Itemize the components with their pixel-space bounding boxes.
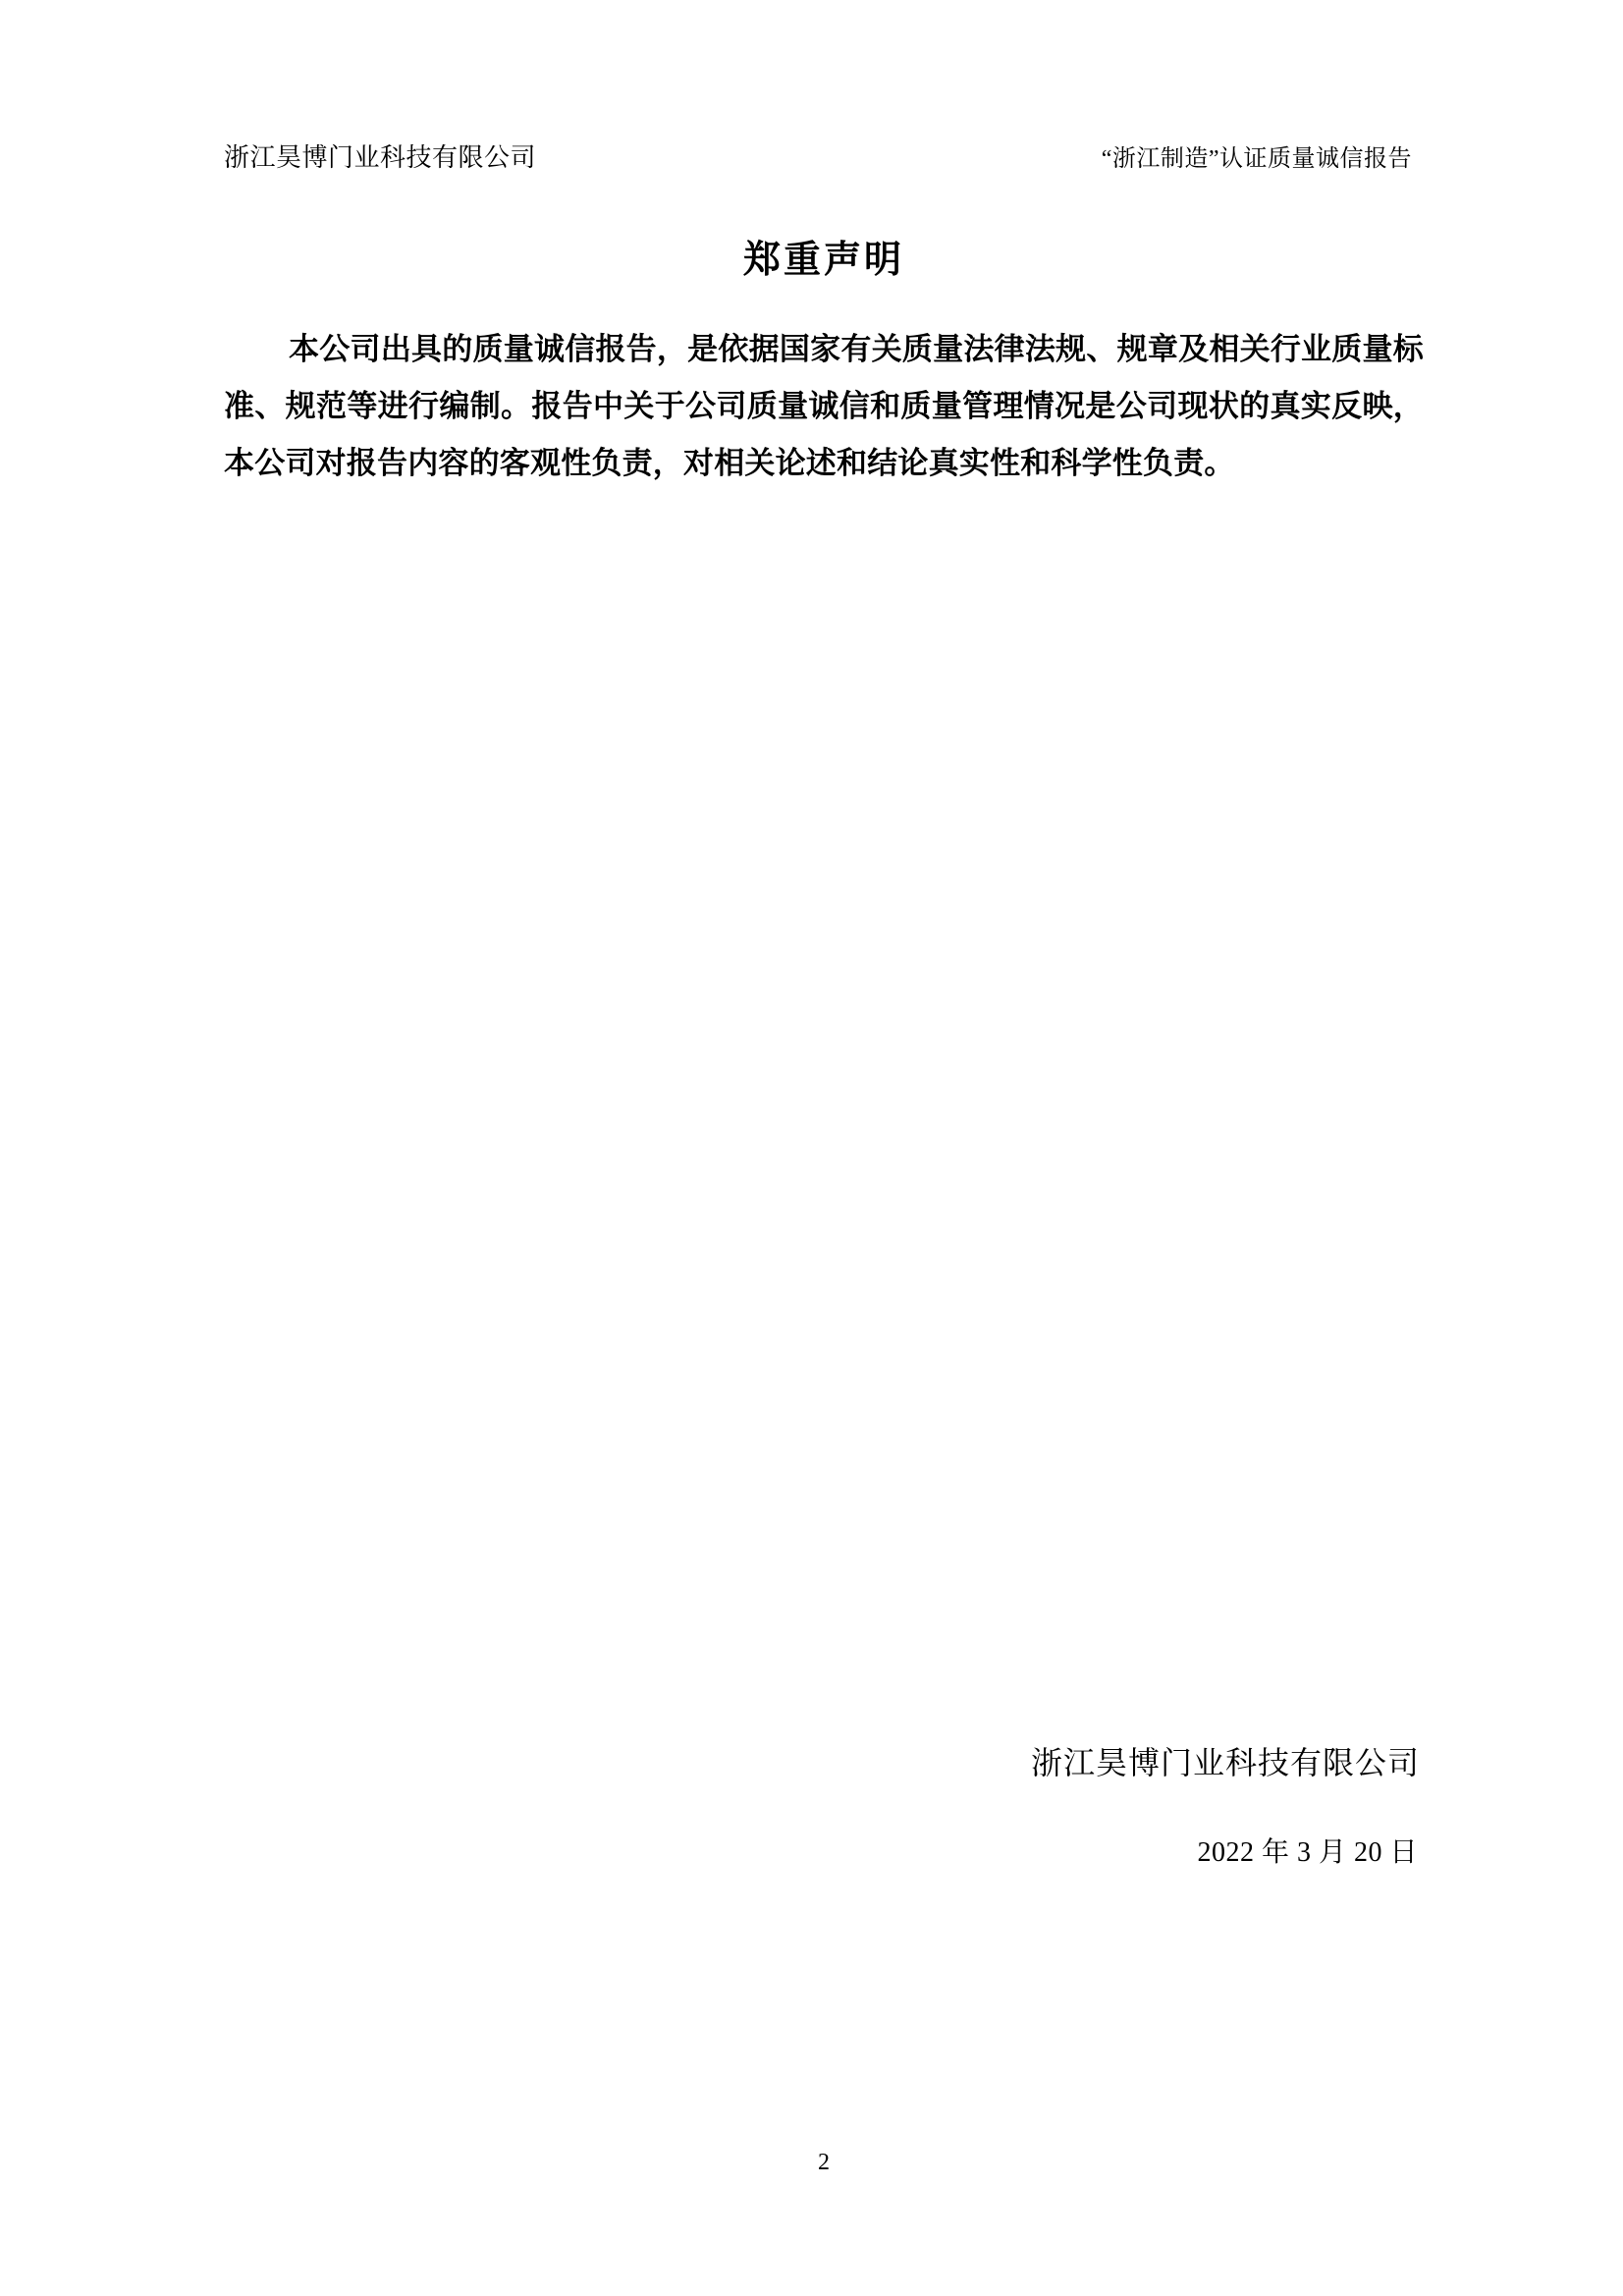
signature-date: 2022 年 3 月 20 日 xyxy=(1197,1837,1418,1868)
page-number: 2 xyxy=(818,2150,830,2175)
page-title: 郑重声明 xyxy=(742,240,904,282)
signature-block xyxy=(224,1738,1424,1870)
header-company-name: 浙江昊博门业科技有限公司 xyxy=(224,143,537,172)
header-report-title: “浙江制造”认证质量诚信报告 xyxy=(1101,146,1412,172)
signature-company: 浙江昊博门业科技有限公司 xyxy=(1030,1745,1420,1780)
running-header xyxy=(224,137,1424,174)
page-content xyxy=(224,0,1424,2296)
statement-paragraph: 本公司出具的质量诚信报告，是依据国家有关质量法律法规、规章及相关行业质量标准、规范等进行编制。报告中关于公司质量诚信和质量管理情况是公司现状的真实反映，本公司对报告内容的客观性负责，对相关论述和结论真实性和科学性负责。 xyxy=(224,332,1424,480)
